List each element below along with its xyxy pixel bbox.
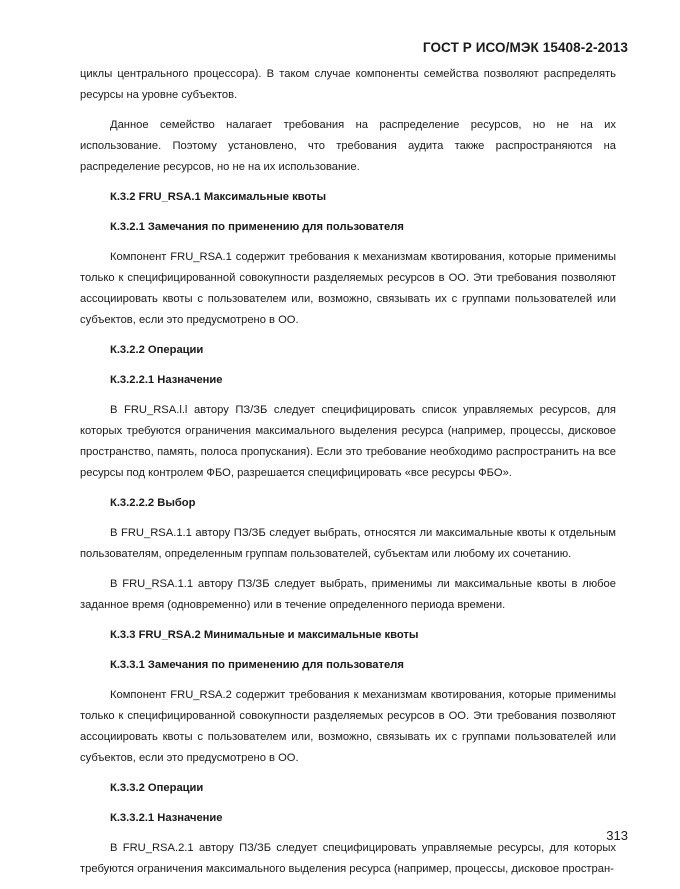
section-heading: К.3.3.2.1 Назначение	[110, 812, 223, 824]
paragraph: Данное семейство налагает требования на распределение ресурсов, но не на их использование. Поэтому установлено, что требования аудита также распространяются на распределение ресурсов, но не на их использование.	[80, 119, 616, 173]
page-number: 313	[606, 828, 628, 843]
paragraph: В FRU_RSA.l.l автору ПЗ/ЗБ следует специфицировать список управляемых ресурсов, для которых требуются ограничения максимального выделения ресурса (например, процессы, дисковое пространство, память, полоса пропускания). Если это требование необходимо распространить на все ресурсы под контролем ФБО, разрешается специфицировать «все ресурсы ФБО».	[80, 404, 616, 479]
paragraph: Компонент FRU_RSA.2 содержит требования к механизмам квотирования, которые применимы только к специфицированной совокупности разделяемых ресурсов в ОО. Эти требования позволяют ассоциировать квоты с пользователем или, возможно, связывать их с группами пользователей или субъектов, если это предусмотрено в ОО.	[80, 689, 616, 764]
paragraph: В FRU_RSA.2.1 автору ПЗ/ЗБ следует специфицировать управляемые ресурсы, для которых требуются ограничения максимального выделения ресурса (например, процессы, дисковое простран-	[80, 842, 616, 875]
paragraph: циклы центрального процессора). В таком случае компоненты семейства позволяют распределять ресурсы на уровне субъектов.	[80, 68, 616, 101]
section-heading: К.3.3.2 Операции	[110, 782, 204, 794]
section-heading: К.3.2.2.1 Назначение	[110, 374, 223, 386]
section-heading: К.3.2.2.2 Выбор	[110, 497, 196, 509]
page-body	[80, 64, 616, 889]
section-heading: К.3.2.2 Операции	[110, 344, 204, 356]
section-heading: К.3.3.1 Замечания по применению для пользователя	[110, 659, 404, 671]
paragraph: В FRU_RSA.1.1 автору ПЗ/ЗБ следует выбрать, относятся ли максимальные квоты к отдельным пользователям, определенным группам пользователей, субъектам или любому их сочетанию.	[80, 527, 616, 560]
section-heading: К.3.2.1 Замечания по применению для пользователя	[110, 221, 404, 233]
paragraph: В FRU_RSA.1.1 автору ПЗ/ЗБ следует выбрать, применимы ли максимальные квоты в любое заданное время (одновременно) или в течение определенного периода времени.	[80, 578, 616, 611]
paragraph: Компонент FRU_RSA.1 содержит требования к механизмам квотирования, которые применимы только к специфицированной совокупности разделяемых ресурсов в ОО. Эти требования позволяют ассоциировать квоты с пользователем или, возможно, связывать их с группами пользователей или субъектов, если это предусмотрено в ОО.	[80, 251, 616, 326]
section-heading: К.3.2 FRU_RSA.1 Максимальные квоты	[110, 191, 326, 203]
section-heading: К.3.3 FRU_RSA.2 Минимальные и максимальные квоты	[110, 629, 419, 641]
document-header: ГОСТ Р ИСО/МЭК 15408-2-2013	[422, 40, 628, 55]
